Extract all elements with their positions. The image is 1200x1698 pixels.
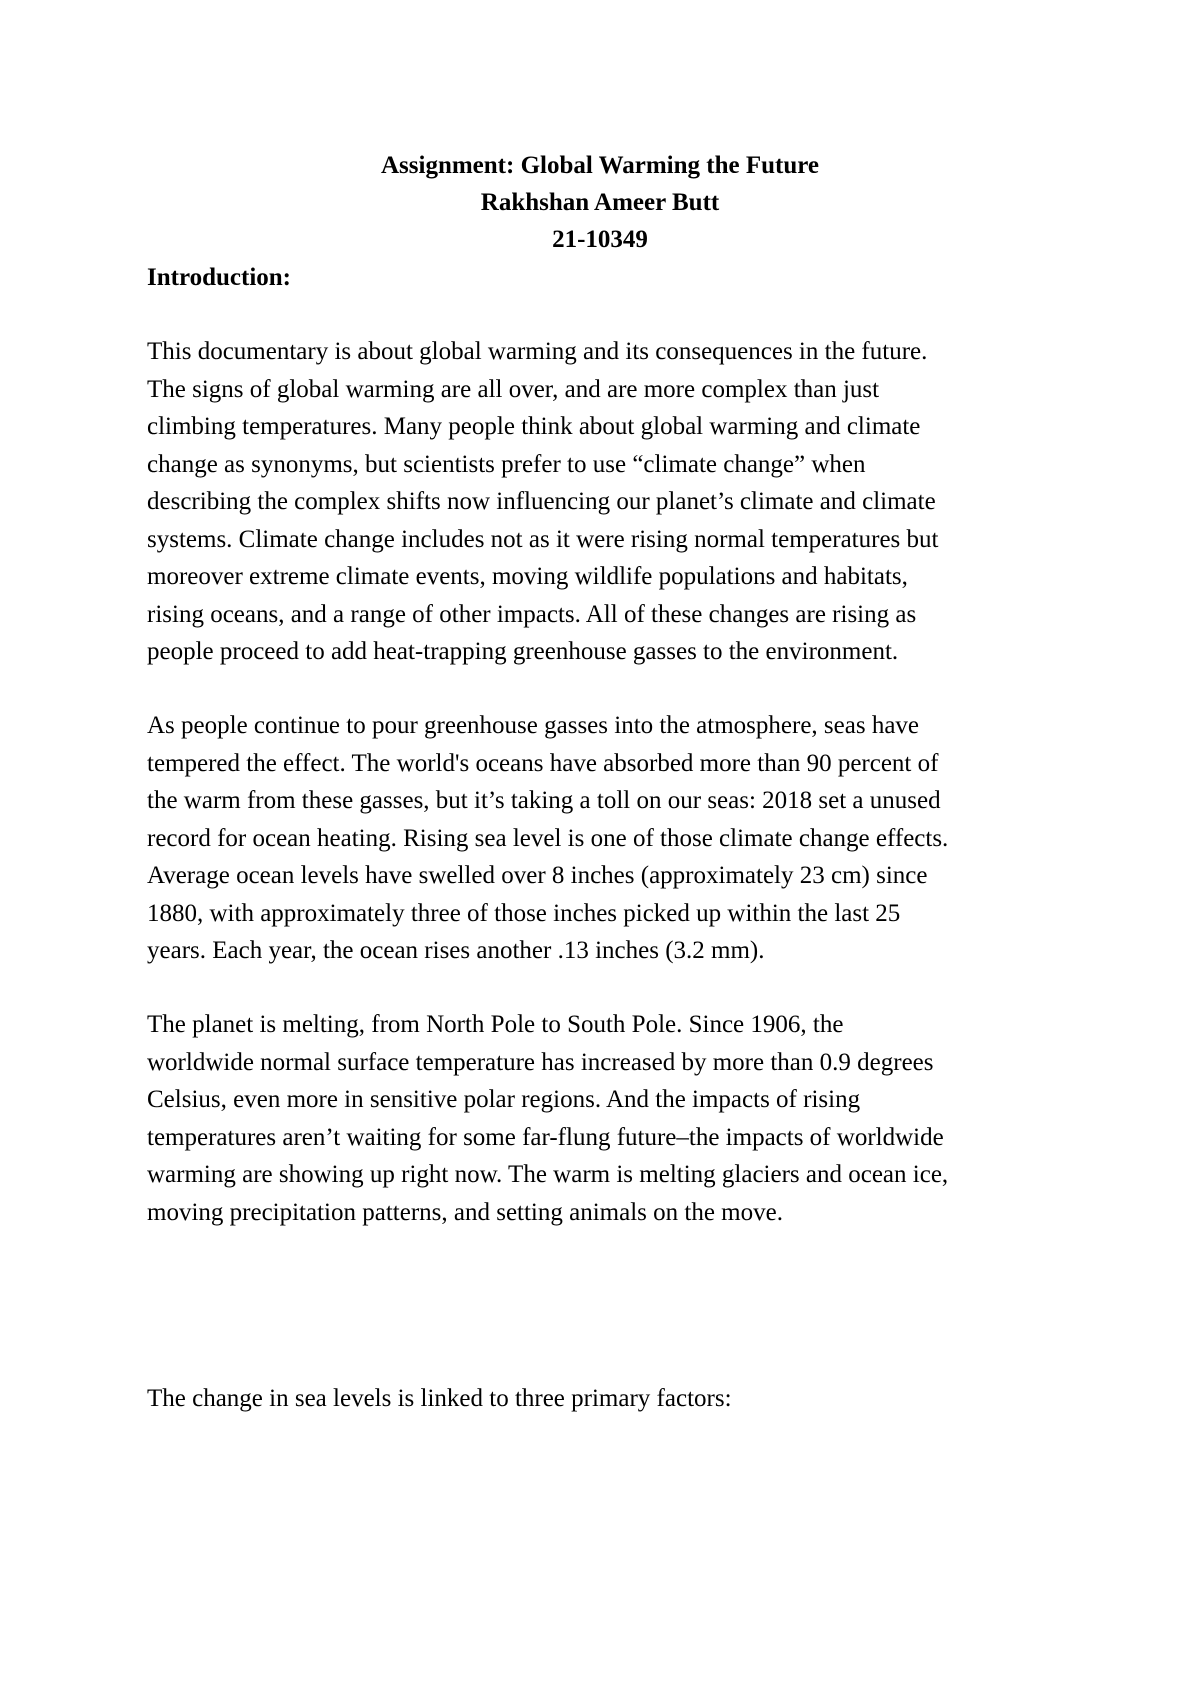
text-line: The planet is melting, from North Pole to South Pole. Since 1906, the xyxy=(147,1011,844,1038)
paragraph-3 xyxy=(147,1006,1077,1231)
text-line: systems. Climate change includes not as it were rising normal temperatures but xyxy=(147,525,939,553)
paragraph-1 xyxy=(147,333,1077,671)
text-line: 1880, with approximately three of those inches picked up within the last 25 xyxy=(147,899,901,927)
paragraph-2 xyxy=(147,707,1077,970)
text-line: temperatures aren’t waiting for some far-flung future–the impacts of worldwide xyxy=(147,1123,944,1151)
text-line: moving precipitation patterns, and setting animals on the move. xyxy=(147,1198,783,1226)
text-line: Average ocean levels have swelled over 8 inches (approximately 23 cm) since xyxy=(147,862,928,889)
text-line: As people continue to pour greenhouse gasses into the atmosphere, seas have xyxy=(147,712,920,739)
text-line: This documentary is about global warming and its consequences in the future. xyxy=(147,338,928,365)
text-line: The signs of global warming are all over, and are more complex than just xyxy=(147,375,880,403)
student-id: 21-10349 xyxy=(552,226,648,253)
text-line: rising oceans, and a range of other impacts. All of these changes are rising as xyxy=(147,600,917,628)
text-line: The change in sea levels is linked to three primary factors: xyxy=(147,1385,732,1412)
text-line: describing the complex shifts now influencing our planet’s climate and climate xyxy=(147,488,936,515)
text-line: tempered the effect. The world's oceans have absorbed more than 90 percent of xyxy=(147,749,939,777)
document-title: Assignment: Global Warming the Future xyxy=(381,152,819,179)
document-header xyxy=(0,147,1200,258)
section-heading-introduction: Introduction: xyxy=(147,264,292,291)
text-line: warming are showing up right now. The warm is melting glaciers and ocean ice, xyxy=(147,1161,949,1188)
text-line: record for ocean heating. Rising sea level is one of those climate change effects. xyxy=(147,824,949,852)
paragraph-4 xyxy=(147,1380,1077,1418)
author-name: Rakhshan Ameer Butt xyxy=(480,189,720,216)
text-line: worldwide normal surface temperature has increased by more than 0.9 degrees xyxy=(147,1048,934,1076)
text-line: the warm from these gasses, but it’s taking a toll on our seas: 2018 set a unused xyxy=(147,787,941,814)
text-line: change as synonyms, but scientists prefer to use “climate change” when xyxy=(147,450,866,478)
text-line: climbing temperatures. Many people think about global warming and climate xyxy=(147,413,921,440)
text-line: Celsius, even more in sensitive polar regions. And the impacts of rising xyxy=(147,1086,861,1113)
text-line: people proceed to add heat-trapping greenhouse gasses to the environment. xyxy=(147,638,899,665)
text-line: years. Each year, the ocean rises another .13 inches (3.2 mm). xyxy=(147,937,765,964)
text-line: moreover extreme climate events, moving wildlife populations and habitats, xyxy=(147,563,908,590)
